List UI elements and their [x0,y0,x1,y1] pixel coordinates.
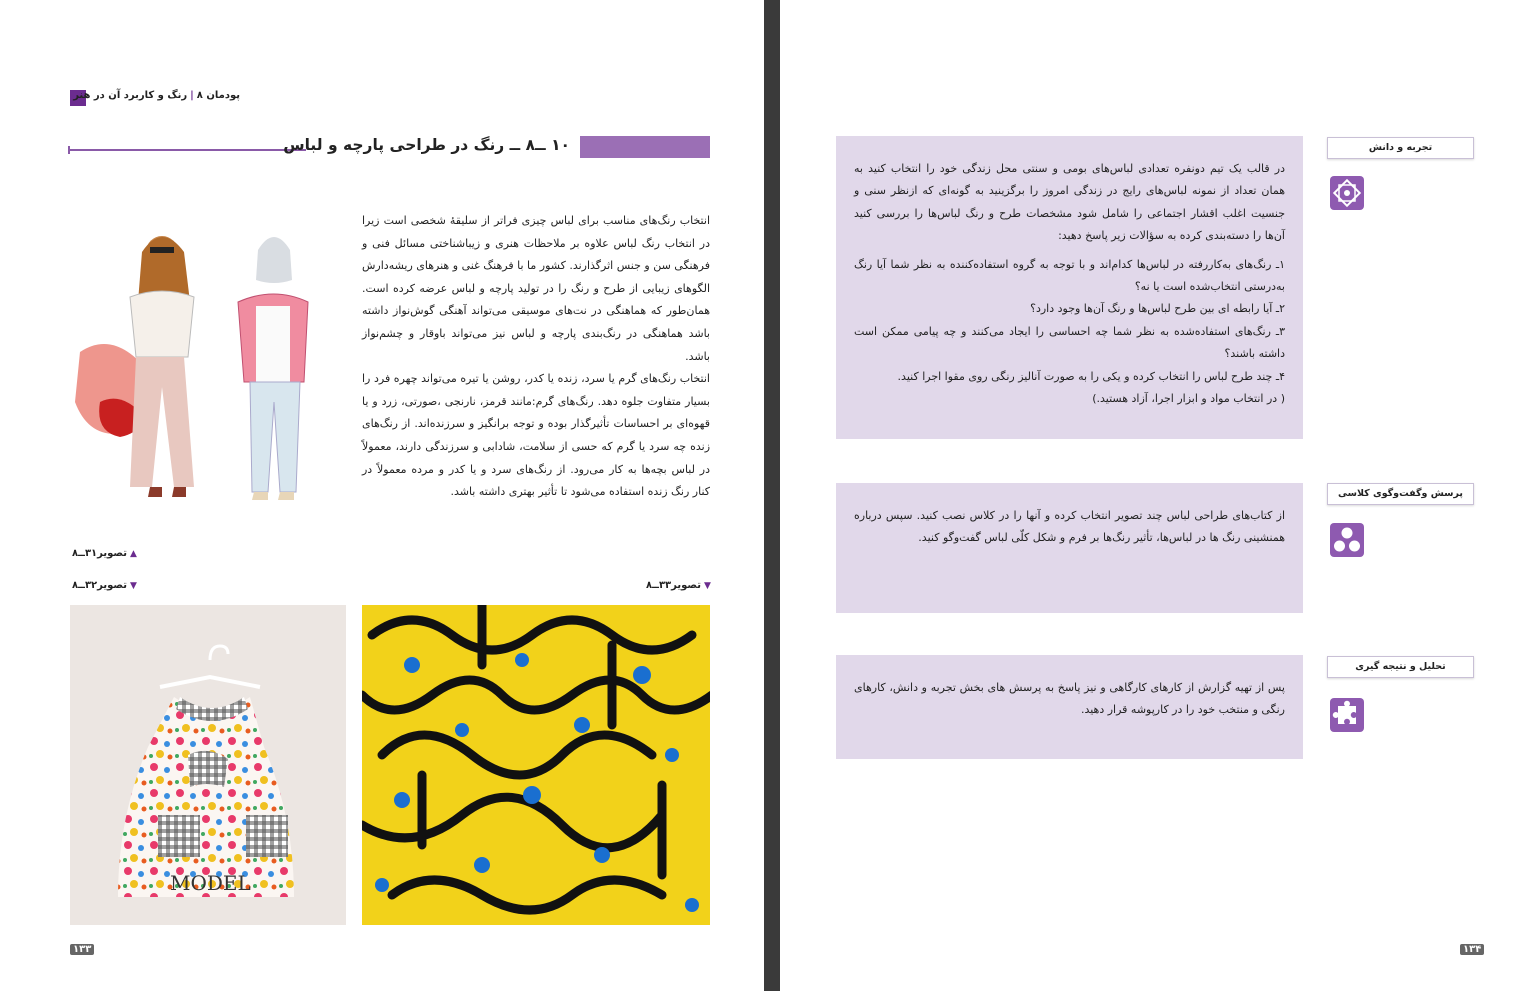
puzzle-icon [1329,697,1365,733]
fashion-illustration [70,222,340,512]
paragraph-1: انتخاب رنگ‌های مناسب برای لباس چیزی فراتر از سلیقهٔ شخصی است زیرا در انتخاب رنگ لباس علاوه بر ملاحظات هنری و زیباشناختی مسائل فنی و فرهنگی سن و جنس اثرگذارند. کشور ما با فرهنگ غنی و هنرهای ریشه‌دارش الگوهای زیبایی از طرح و رنگ را در تولید پارچه و لباس عرضه کرده است. همان‌طور که هماهنگی در نت‌های موسیقی می‌تواند آهنگی گوش‌نواز داشته باشد هماهنگی در رنگ‌بندی پارچه و لباس نیز می‌تواند باوقار و چشم‌نواز باشد. [362,214,710,363]
box-3-text: پس از تهیه گزارش از کارهای کارگاهی و نیز پاسخ به پرسش های بخش تجربه و دانش، کارهای رنگی و منتخب خود را در کارپوشه قرار دهید. [854,681,1285,717]
triangle-up-icon: ▲ [130,549,137,559]
class-discussion-box [836,483,1303,613]
left-page [0,0,764,991]
page-header [70,90,240,106]
label-analysis-conclusion: تحلیل و نتیجه گیری [1327,656,1474,678]
page-number: ۱۳۳ [70,944,94,955]
question-4: ۴ـ چند طرح لباس را انتخاب کرده و یکی را به صورت آنالیز رنگی روی مقوا اجرا کنید. [897,369,1285,383]
question-3: ۳ـ رنگ‌های استفاده‌شده به نظر شما چه احساسی را ایجاد می‌کنند و چه پیامی ممکن است داشته باشند؟ [854,324,1285,361]
caption-32: ▼تصویر۳۲ــ۸ [72,580,137,591]
box-1-intro: در قالب یک تیم دونفره تعدادی لباس‌های بومی و سنتی محل زندگی خود را انتخاب کنید به همان تعداد از نمونه لباس‌های رایج در زندگی امروز را برگزینید به گونه‌ای که ازنظر سنی و جنسیت اغلب اقشار اجتماعی را شامل شود مشخصات طرح و رنگ لباس‌ها را بررسی کنید آن‌ها را دسته‌بندی کرده به سؤالات زیر پاسخ دهید: [854,162,1285,243]
question-2: ۲ـ آیا رابطه ای بین طرح لباس‌ها و رنگ آن‌ها وجود دارد؟ [1030,302,1285,316]
title-accent-bar [580,136,710,158]
header-chapter: پودمان ۸ [196,90,240,101]
section-title: ۱۰ ــ۸ ــ رنگ در طراحی پارچه و لباس [283,136,570,154]
book-spine [764,0,780,991]
caption-33: ▼تصویر۳۳ــ۸ [646,580,711,591]
title-rule [70,149,306,151]
page-number: ۱۳۴ [1460,944,1484,955]
right-page [780,0,1536,991]
question-1: ۱ـ رنگ‌های به‌کاررفته در لباس‌ها کدام‌اند و با توجه به گروه استفاده‌کننده به نظر شما آیا رنگ به‌درستی انتخاب‌شده است یا نه؟ [854,257,1285,294]
discussion-icon [1329,522,1365,558]
knowledge-icon [1329,175,1365,211]
fabric-pattern-photo [362,605,710,925]
triangle-down-icon: ▼ [130,581,137,591]
child-dress-photo [70,605,346,925]
header-text: پودمان ۸|رنگ و کاربرد آن در هنر [73,90,240,101]
header-topic: رنگ و کاربرد آن در هنر [73,90,188,101]
svg-text:MODEL: MODEL [170,871,251,895]
analysis-conclusion-box [836,655,1303,759]
box-2-text: از کتاب‌های طراحی لباس چند تصویر انتخاب کرده و آنها را در کلاس نصب کنید. سپس درباره همنشینی رنگ ها در لباس‌ها، تأثیر رنگ‌ها بر فرم و شکل کلّی لباس گفت‌وگو کنید. [854,509,1285,545]
triangle-down-icon: ▼ [704,581,711,591]
body-text [362,210,710,504]
label-experience-knowledge: تجربه و دانش [1327,137,1474,159]
label-class-discussion: پرسش وگفت‌وگوی کلاسی [1327,483,1474,505]
caption-31: ▲تصویر۳۱ــ۸ [72,548,137,559]
experience-knowledge-box [836,136,1303,439]
question-note: ( در انتخاب مواد و ابزار اجرا، آزاد هستید.) [1092,392,1285,406]
paragraph-2: انتخاب رنگ‌های گرم یا سرد، زنده یا کدر، روشن یا تیره می‌تواند چهره فرد را بسیار متفاوت جلوه دهد. رنگ‌های گرم:مانند قرمز، نارنجی ،صورتی، زرد و یا قهوه‌ای بر احساسات تأثیرگذار بوده و توجه برانگیز و سرزنده‌اند. از رنگ‌های زنده چه سرد یا گرم که حسی از سلامت، شادابی و سرزندگی دارند، معمولاً در لباس بچه‌ها به کار می‌رود. از رنگ‌های سرد و یا کدر و مرده معمولاً در کنار رنگ زنده استفاده می‌شود تا تأثیر بهتری داشته باشد. [362,372,710,499]
